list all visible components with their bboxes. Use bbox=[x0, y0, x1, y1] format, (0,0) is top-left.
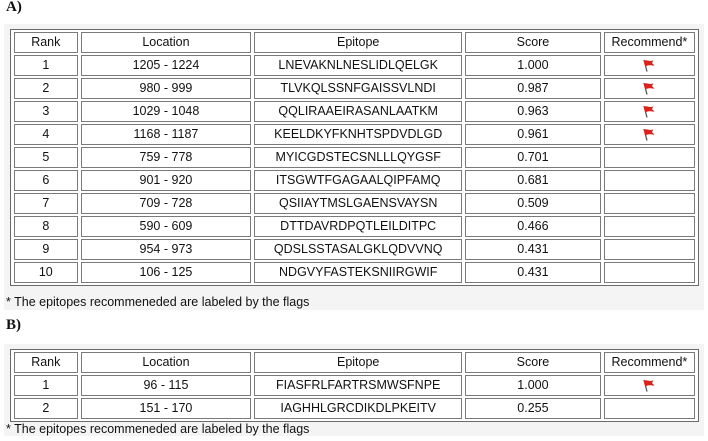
rank-cell: 1 bbox=[14, 55, 78, 76]
section-a-label: A) bbox=[6, 0, 22, 15]
rank-cell: 10 bbox=[14, 262, 78, 283]
header-epitope: Epitope bbox=[254, 32, 462, 53]
table-row bbox=[14, 147, 695, 168]
epitope-cell: QDSLSSTASALGKLQDVVNQ bbox=[254, 239, 462, 260]
table-header-row bbox=[14, 352, 695, 373]
red-flag-icon bbox=[642, 59, 656, 72]
table-header-row bbox=[14, 32, 695, 53]
header-score: Score bbox=[465, 352, 601, 373]
score-cell: 0.509 bbox=[465, 193, 601, 214]
recommend-cell bbox=[604, 375, 695, 396]
epitope-cell: NDGVYFASTEKSNIIRGWIF bbox=[254, 262, 462, 283]
rank-cell: 2 bbox=[14, 78, 78, 99]
header-location: Location bbox=[81, 32, 252, 53]
epitope-cell: IAGHHLGRCDIKDLPKEITV bbox=[254, 398, 462, 419]
rank-cell: 6 bbox=[14, 170, 78, 191]
epitope-cell: MYICGDSTECSNLLLQYGSF bbox=[254, 147, 462, 168]
location-cell: 96 - 115 bbox=[81, 375, 252, 396]
recommend-cell bbox=[604, 193, 695, 214]
score-cell: 0.431 bbox=[465, 262, 601, 283]
footnote: * The epitopes recommeneded are labeled by the flags bbox=[6, 422, 310, 436]
red-flag-icon bbox=[642, 105, 656, 118]
rank-cell: 5 bbox=[14, 147, 78, 168]
recommend-cell bbox=[604, 398, 695, 419]
score-cell: 0.987 bbox=[465, 78, 601, 99]
location-cell: 1205 - 1224 bbox=[81, 55, 252, 76]
footnote: * The epitopes recommeneded are labeled by the flags bbox=[6, 295, 310, 309]
rank-cell: 4 bbox=[14, 124, 78, 145]
score-cell: 1.000 bbox=[465, 55, 601, 76]
score-cell: 0.681 bbox=[465, 170, 601, 191]
recommend-cell bbox=[604, 147, 695, 168]
table-row bbox=[14, 262, 695, 283]
rank-cell: 3 bbox=[14, 101, 78, 122]
epitope-cell: TLVKQLSSNFGAISSVLNDI bbox=[254, 78, 462, 99]
header-score: Score bbox=[465, 32, 601, 53]
red-flag-icon bbox=[642, 128, 656, 141]
recommend-cell bbox=[604, 262, 695, 283]
red-flag-icon bbox=[642, 379, 656, 392]
recommend-cell bbox=[604, 216, 695, 237]
table-row bbox=[14, 124, 695, 145]
location-cell: 759 - 778 bbox=[81, 147, 252, 168]
epitope-cell: ITSGWTFGAGAALQIPFAMQ bbox=[254, 170, 462, 191]
score-cell: 0.466 bbox=[465, 216, 601, 237]
location-cell: 954 - 973 bbox=[81, 239, 252, 260]
table-row bbox=[14, 193, 695, 214]
section-a-panel bbox=[4, 24, 704, 310]
location-cell: 106 - 125 bbox=[81, 262, 252, 283]
location-cell: 1168 - 1187 bbox=[81, 124, 252, 145]
location-cell: 1029 - 1048 bbox=[81, 101, 252, 122]
location-cell: 901 - 920 bbox=[81, 170, 252, 191]
epitope-table-a bbox=[10, 29, 699, 286]
score-cell: 0.431 bbox=[465, 239, 601, 260]
rank-cell: 9 bbox=[14, 239, 78, 260]
table-row bbox=[14, 55, 695, 76]
epitope-cell: QSIIAYTMSLGAENSVAYSN bbox=[254, 193, 462, 214]
header-location: Location bbox=[81, 352, 252, 373]
section-b-panel bbox=[4, 344, 704, 436]
table-row bbox=[14, 101, 695, 122]
table-row bbox=[14, 239, 695, 260]
recommend-cell bbox=[604, 239, 695, 260]
score-cell: 0.963 bbox=[465, 101, 601, 122]
recommend-cell bbox=[604, 170, 695, 191]
epitope-cell: DTTDAVRDPQTLEILDITPC bbox=[254, 216, 462, 237]
table-row bbox=[14, 216, 695, 237]
location-cell: 151 - 170 bbox=[81, 398, 252, 419]
header-recommend: Recommend* bbox=[604, 32, 695, 53]
table-row bbox=[14, 170, 695, 191]
section-b-label: B) bbox=[6, 317, 21, 333]
epitope-cell: FIASFRLFARTRSMWSFNPE bbox=[254, 375, 462, 396]
location-cell: 980 - 999 bbox=[81, 78, 252, 99]
recommend-cell bbox=[604, 124, 695, 145]
score-cell: 0.961 bbox=[465, 124, 601, 145]
epitope-cell: QQLIRAAEIRASANLAATKM bbox=[254, 101, 462, 122]
rank-cell: 1 bbox=[14, 375, 78, 396]
epitope-cell: KEELDKYFKNHTSPDVDLGD bbox=[254, 124, 462, 145]
epitope-cell: LNEVAKNLNESLIDLQELGK bbox=[254, 55, 462, 76]
table-row bbox=[14, 398, 695, 419]
rank-cell: 7 bbox=[14, 193, 78, 214]
header-rank: Rank bbox=[14, 32, 78, 53]
recommend-cell bbox=[604, 78, 695, 99]
recommend-cell bbox=[604, 101, 695, 122]
location-cell: 709 - 728 bbox=[81, 193, 252, 214]
score-cell: 0.701 bbox=[465, 147, 601, 168]
rank-cell: 8 bbox=[14, 216, 78, 237]
location-cell: 590 - 609 bbox=[81, 216, 252, 237]
epitope-table-b bbox=[10, 349, 699, 422]
header-epitope: Epitope bbox=[254, 352, 462, 373]
table-row bbox=[14, 375, 695, 396]
recommend-cell bbox=[604, 55, 695, 76]
rank-cell: 2 bbox=[14, 398, 78, 419]
header-rank: Rank bbox=[14, 352, 78, 373]
score-cell: 1.000 bbox=[465, 375, 601, 396]
score-cell: 0.255 bbox=[465, 398, 601, 419]
header-recommend: Recommend* bbox=[604, 352, 695, 373]
red-flag-icon bbox=[642, 82, 656, 95]
table-row bbox=[14, 78, 695, 99]
